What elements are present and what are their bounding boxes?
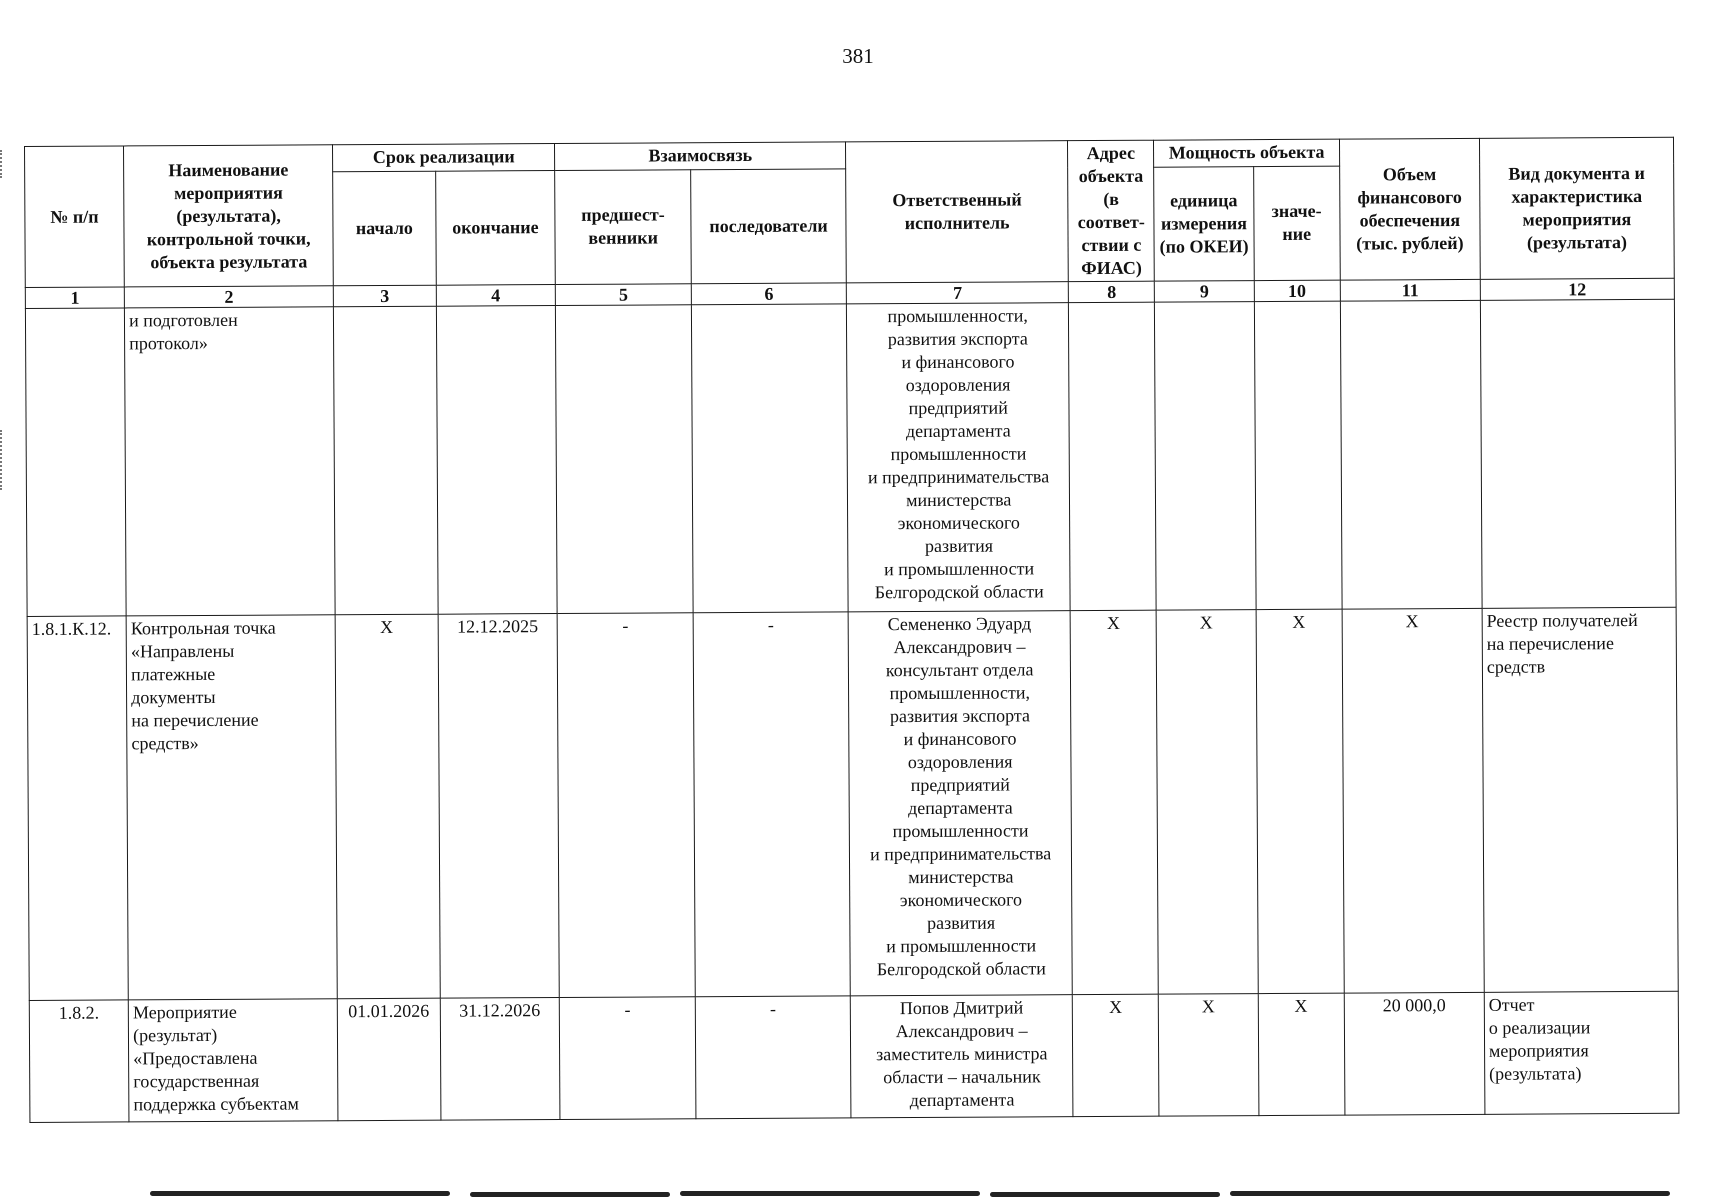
row-start: X — [335, 614, 440, 998]
row-address — [1069, 303, 1157, 611]
scan-artifact-line — [990, 1192, 1220, 1197]
scan-artifact-line — [1230, 1191, 1670, 1196]
row-successors — [691, 304, 848, 613]
row-doc-type: Отчет о реализации мероприятия (результата) — [1484, 991, 1679, 1114]
header-term-end: окончание — [435, 170, 555, 285]
column-number: 8 — [1068, 281, 1154, 303]
header-link-group: Взаимосвязь — [555, 142, 846, 170]
header-term-group: Срок реализации — [333, 144, 555, 172]
scan-artifact-line — [470, 1192, 670, 1197]
row-end: 31.12.2026 — [440, 997, 560, 1120]
row-start — [334, 307, 438, 615]
row-start: 01.01.2026 — [337, 998, 440, 1121]
activity-table — [24, 137, 1679, 1123]
column-number: 11 — [1340, 279, 1480, 301]
row-successors: - — [693, 612, 850, 996]
header-funding: Объем финансового обеспечения (тыс. рублей) — [1339, 138, 1480, 280]
column-number: 9 — [1155, 281, 1254, 303]
row-doc-type — [1480, 300, 1676, 609]
header-value: значе- ние — [1253, 166, 1340, 281]
page-number: 381 — [842, 44, 874, 68]
column-number: 1 — [25, 287, 124, 309]
row-responsible: промышленности, развития экспорта и финансового оздоровления предприятий департамента промышленности и предпринимательства министерства экономического развития и промышленности Белгородской области — [847, 303, 1071, 612]
column-number: 3 — [334, 285, 436, 307]
row-predecessors: - — [559, 996, 695, 1119]
header-term-start: начало — [333, 171, 436, 286]
row-number: 1.8.2. — [29, 1000, 129, 1123]
column-number: 4 — [436, 285, 556, 307]
row-predecessors — [556, 305, 693, 614]
header-unit: единица измерения (по ОКЕИ) — [1154, 166, 1254, 281]
row-name: Контрольная точка «Направлены платежные документы на перечисление средств» — [126, 615, 337, 1000]
column-number: 10 — [1254, 280, 1340, 302]
row-address: X — [1070, 610, 1158, 994]
header-doc-type: Вид документа и характеристика мероприятия (результата) — [1479, 137, 1674, 279]
header-name: Наименование мероприятия (результата), контрольной точки, объекта результата — [124, 145, 334, 287]
row-unit: X — [1157, 610, 1258, 994]
row-successors: - — [695, 996, 851, 1119]
row-address: X — [1072, 994, 1159, 1117]
row-unit: X — [1159, 993, 1259, 1116]
row-number: 1.8.1.К.12. — [27, 616, 128, 1000]
column-number: 12 — [1480, 278, 1674, 300]
header-responsible: Ответственный исполнитель — [846, 141, 1069, 283]
header-capacity-group: Мощность объекта — [1154, 139, 1340, 167]
scan-edge-marks — [0, 150, 7, 178]
row-name: Мероприятие (результат) «Предоставлена государственная поддержка субъектам — [128, 998, 338, 1122]
row-value: X — [1256, 609, 1344, 993]
row-end — [436, 306, 557, 615]
row-end: 12.12.2025 — [438, 614, 560, 998]
header-successors: последователи — [691, 168, 847, 283]
row-unit — [1155, 302, 1256, 610]
scan-artifact-line — [150, 1191, 450, 1196]
column-number: 5 — [556, 284, 692, 306]
table-row — [27, 608, 1678, 1001]
row-funding: 20 000,0 — [1344, 992, 1485, 1115]
header-address: Адрес объекта (в соответ- ствии с ФИАС) — [1068, 140, 1155, 281]
table-row — [29, 991, 1679, 1123]
row-value — [1254, 302, 1342, 610]
row-funding: X — [1342, 609, 1484, 993]
row-name: и подготовлен протокол» — [125, 307, 336, 616]
scan-edge-marks — [0, 430, 7, 490]
scan-artifact-line — [680, 1191, 980, 1196]
row-predecessors: - — [557, 613, 695, 997]
row-value: X — [1258, 993, 1345, 1116]
header-num: № п/п — [25, 146, 125, 288]
table-row — [25, 300, 1676, 617]
header-predecessors: предшест- венники — [555, 169, 691, 284]
column-number: 2 — [124, 286, 333, 309]
row-doc-type: Реестр получателей на перечисление средств — [1482, 608, 1678, 992]
row-responsible: Попов Дмитрий Александрович – заместитель министра области – начальник департамента — [850, 994, 1073, 1118]
row-responsible: Семененко Эдуард Александрович – консультант отдела промышленности, развития экспорта и финансового оздоровления предприятий департамента промышленности и предпринимательства министерства экономического развития и промышленности Белгородской области — [848, 611, 1072, 996]
row-number — [25, 308, 126, 616]
column-number: 7 — [846, 282, 1068, 305]
column-number: 6 — [691, 283, 846, 305]
row-funding — [1340, 301, 1482, 610]
